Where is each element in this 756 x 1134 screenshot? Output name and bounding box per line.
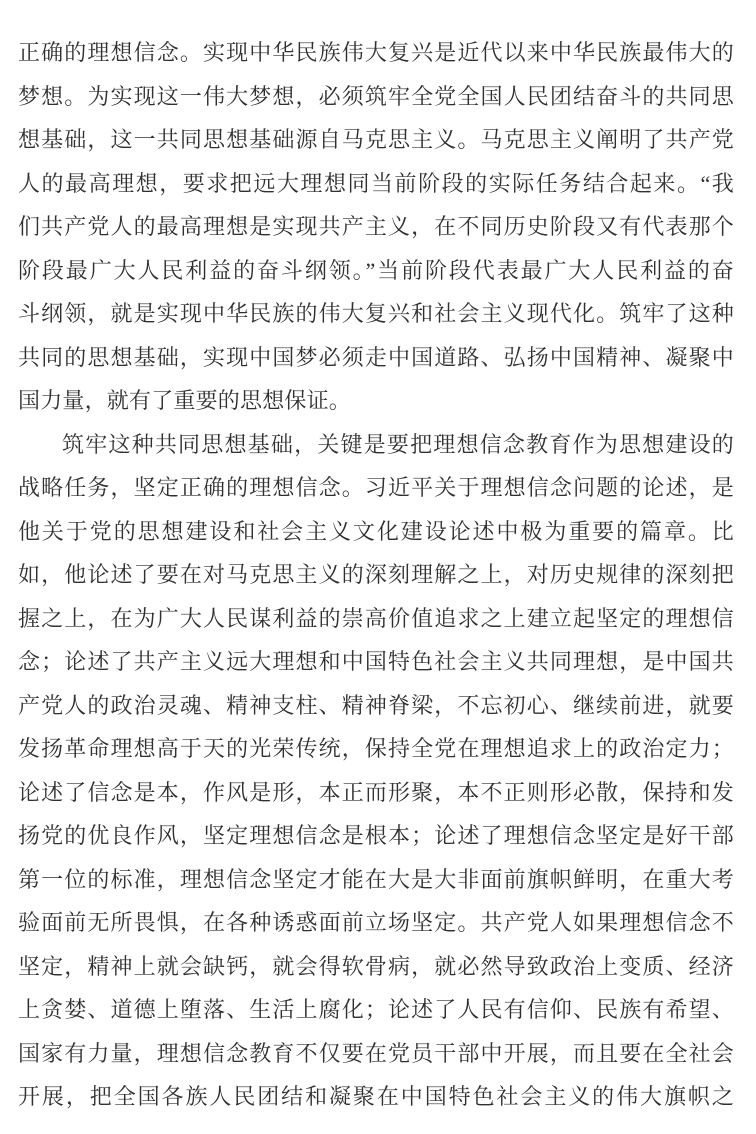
- text-line: 战略任务，坚定正确的理想信念。习近平关于理想信念问题的论述，是: [18, 475, 734, 500]
- paragraph: [18, 423, 734, 1119]
- text-line: 阶段最广大人民利益的奋斗纲领。”当前阶段代表最广大人民利益的奋: [18, 257, 734, 283]
- document-text: [18, 31, 734, 1119]
- text-line: 共同的思想基础，实现中国梦必须走中国道路、弘扬中国精神、凝聚中: [18, 344, 734, 370]
- text-line: 们共产党人的最高理想是实现共产主义，在不同历史阶段又有代表那个: [18, 214, 734, 239]
- text-line: 第一位的标准，理想信念坚定才能在大是大非面前旗帜鲜明，在重大考: [18, 866, 734, 892]
- text-line: 论述了信念是本，作风是形，本正而形聚，本不正则形必散，保持和发: [18, 779, 734, 805]
- text-line: 握之上，在为广大人民谋利益的崇高价值追求之上建立起坚定的理想信: [18, 605, 734, 631]
- text-line: 坚定，精神上就会缺钙，就会得软骨病，就必然导致政治上变质、经济: [18, 953, 734, 979]
- text-line: 斗纲领，就是实现中华民族的伟大复兴和社会主义现代化。筑牢了这种: [18, 301, 734, 326]
- text-line: 验面前无所畏惧，在各种诱惑面前立场坚定。共产党人如果理想信念不: [18, 910, 734, 935]
- paragraph: [18, 31, 734, 423]
- text-line: 筑牢这种共同思想基础，关键是要把理想信念教育作为思想建设的: [62, 431, 734, 457]
- text-line: 开展，把全国各族人民团结和凝聚在中国特色社会主义的伟大旗帜之: [18, 1084, 734, 1109]
- text-line: 他关于党的思想建设和社会主义文化建设论述中极为重要的篇章。比: [18, 518, 734, 544]
- text-line: 国力量，就有了重要的思想保证。: [18, 388, 352, 413]
- text-line: 想基础，这一共同思想基础源自马克思主义。马克思主义阐明了共产党: [18, 127, 734, 152]
- text-line: 念；论述了共产主义远大理想和中国特色社会主义共同理想，是中国共: [18, 649, 734, 674]
- text-line: 发扬革命理想高于天的光荣传统，保持全党在理想追求上的政治定力；: [18, 736, 734, 761]
- text-line: 产党人的政治灵魂、精神支柱、精神脊梁，不忘初心、继续前进，就要: [18, 692, 734, 718]
- text-line: 国家有力量，理想信念教育不仅要在党员干部中开展，而且要在全社会: [18, 1040, 734, 1066]
- text-line: 梦想。为实现这一伟大梦想，必须筑牢全党全国人民团结奋斗的共同思: [18, 83, 734, 109]
- text-line: 正确的理想信念。实现中华民族伟大复兴是近代以来中华民族最伟大的: [18, 40, 734, 65]
- text-line: 扬党的优良作风，坚定理想信念是根本；论述了理想信念坚定是好干部: [18, 823, 734, 848]
- text-line: 人的最高理想，要求把远大理想同当前阶段的实际任务结合起来。“我: [18, 170, 734, 196]
- text-line: 上贪婪、道德上堕落、生活上腐化；论述了人民有信仰、民族有希望、: [18, 997, 734, 1022]
- text-line: 如，他论述了要在对马克思主义的深刻理解之上，对历史规律的深刻把: [18, 562, 734, 587]
